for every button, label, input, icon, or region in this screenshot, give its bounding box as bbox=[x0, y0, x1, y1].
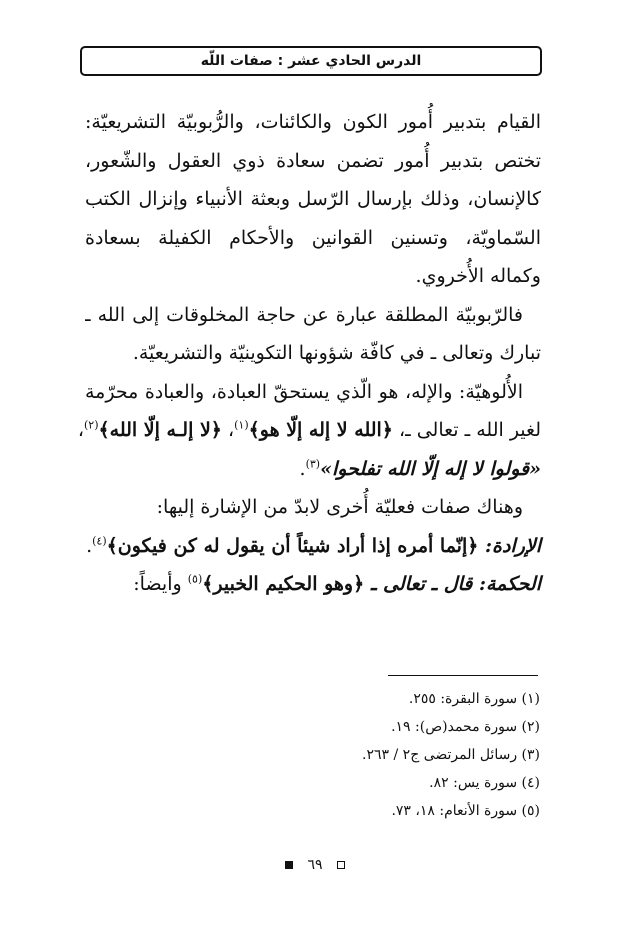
body-line: السّماويّة، وتسنين القوانين والأحكام الكفيلة بسعادة bbox=[85, 226, 541, 249]
body-line: تبارك وتعالى ـ في كافّة شؤونها التكوينيّة والتشريعيّة. bbox=[132, 342, 541, 364]
footnote-ref: (٤) bbox=[92, 534, 107, 548]
body-line: فالرّبوبيّة المطلقة عبارة عن حاجة المخلوقات إلى الله ـ bbox=[85, 303, 523, 326]
body-line bbox=[77, 411, 541, 450]
footnote-divider bbox=[388, 675, 538, 676]
body-line bbox=[85, 565, 541, 604]
body-line: كالإنسان، وذلك بإرسال الرّسل وبعثة الأنبياء وإنزال الكتب bbox=[85, 188, 541, 210]
text-segment: ، bbox=[77, 419, 84, 441]
footnote-ref: (١) bbox=[234, 418, 249, 432]
filled-square-icon bbox=[285, 861, 293, 869]
page-footer bbox=[0, 857, 630, 873]
body-text bbox=[77, 103, 541, 604]
body-line: القيام بتدبير أُمور الكون والكائنات، والرُّبوبيّة التشريعيّة: bbox=[85, 111, 541, 133]
body-line bbox=[85, 450, 541, 489]
footnote-item: (٣) رسائل المرتضى ج٢ / ٢٦٣. bbox=[362, 747, 540, 763]
footnote-item: (٤) سورة يس: ٨٢. bbox=[429, 775, 540, 791]
hadith-quote: «قولوا لا إله إلّا الله تفلحوا» bbox=[320, 457, 541, 480]
text-segment: . bbox=[86, 534, 93, 557]
text-segment: ، bbox=[221, 419, 235, 441]
body-line: تختص بتدبير أُمور تضمن سعادة ذوي العقول والشّعور، bbox=[85, 149, 541, 172]
text-segment: وأيضاً: bbox=[133, 573, 188, 595]
footnotes bbox=[300, 685, 540, 825]
lesson-header bbox=[80, 46, 542, 76]
footnote-item: (١) سورة البقرة: ٢٥٥. bbox=[408, 691, 540, 707]
footnote-ref: (٥) bbox=[187, 572, 203, 586]
footnote-item: (٥) سورة الأنعام: ١٨، ٧٣. bbox=[391, 803, 540, 819]
footnote-ref: (٢) bbox=[83, 418, 99, 432]
term-label: الإرادة: bbox=[478, 534, 541, 557]
quran-quote: ﴿وهو الحكيم الخبير﴾ bbox=[202, 573, 365, 595]
quran-quote: ﴿الله لا إله إلّا هو﴾ bbox=[248, 419, 393, 441]
footnote-item: (٢) سورة محمد(ص): ١٩. bbox=[391, 719, 540, 735]
text-segment: لغير الله ـ تعالى ـ، bbox=[392, 419, 541, 441]
text-segment: . bbox=[299, 457, 306, 480]
body-line: وهناك صفات فعليّة أُخرى لابدّ من الإشارة إليها: bbox=[156, 496, 523, 518]
quran-quote: ﴿إنّما أمره إذا أراد شيئاً أن يقول له كن فيكون﴾ bbox=[106, 534, 479, 557]
lesson-title: الدرس الحادي عشر : صفات اللّه bbox=[200, 53, 422, 69]
body-line: الأُلوهيّة: والإله، هو الّذي يستحقّ العبادة، والعبادة محرّمة bbox=[85, 380, 523, 403]
quran-quote: ﴿لا إلـه إلّا الله﴾ bbox=[98, 419, 222, 441]
empty-square-icon bbox=[337, 861, 345, 869]
body-line bbox=[85, 527, 541, 566]
page-number: ٦٩ bbox=[307, 857, 323, 873]
term-label: الحكمة: قال ـ تعالى ـ bbox=[364, 573, 541, 595]
body-line: وكماله الأُخروي. bbox=[415, 265, 541, 287]
footnote-ref: (٣) bbox=[305, 457, 321, 471]
